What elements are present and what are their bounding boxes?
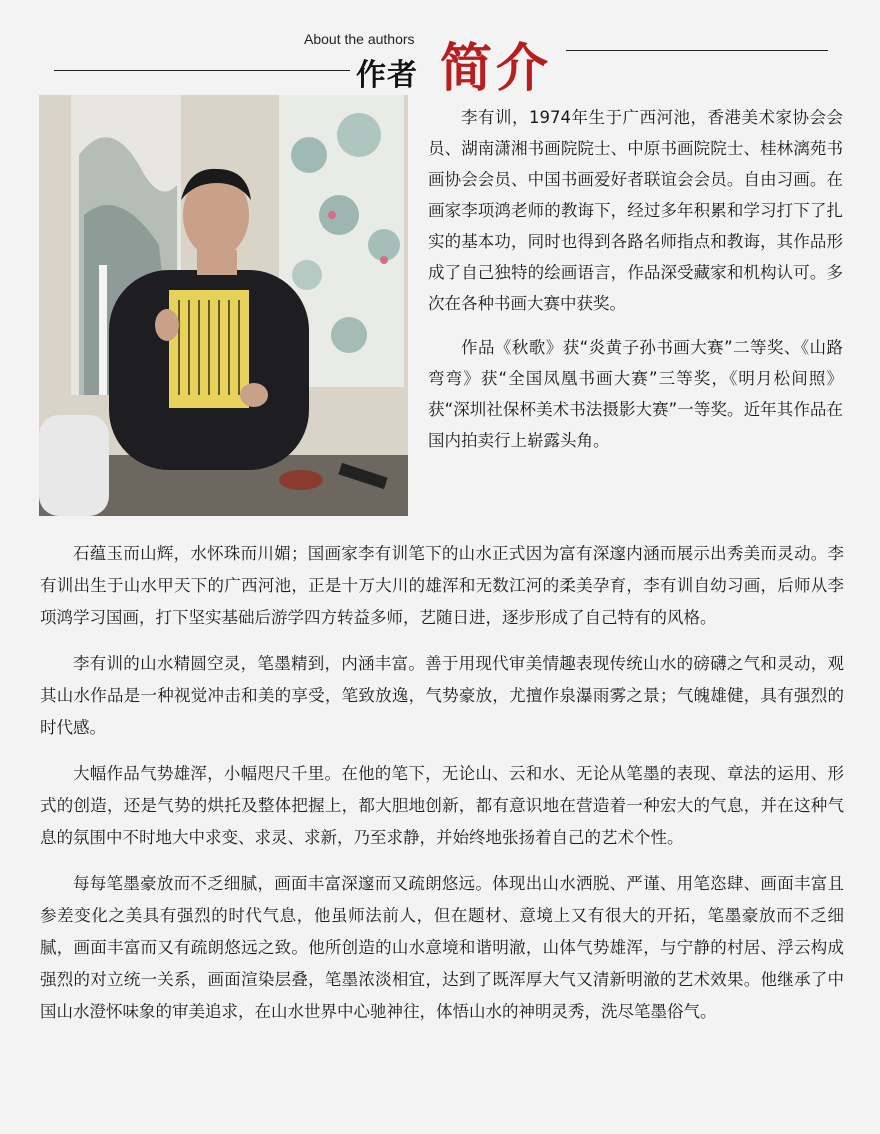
header-title-part1: 作者 <box>356 58 418 93</box>
author-photo-illustration <box>39 95 408 516</box>
body-text <box>40 538 844 1042</box>
header-rule-right <box>566 50 828 51</box>
intro-paragraph-1: 李有训，1974年生于广西河池，香港美术家协会会员、湖南潇湘书画院院士、中原书画院院士、桂林漓苑书画协会会员、中国书画爱好者联谊会会员。自由习画。在画家李项鸿老师的教诲下，经过多年积累和学习打下了扎实的基本功，同时也得到各路名师指点和教诲，其作品形成了自己独特的绘画语言，作品深受藏家和机构认可。多次在各种书画大赛中获奖。 <box>428 108 843 313</box>
header-rule-left <box>54 70 350 71</box>
header-subtitle-en: About the authors <box>304 31 415 47</box>
body-paragraph-4: 每每笔墨豪放而不乏细腻，画面丰富深邃而又疏朗悠远。体现出山水洒脱、严谨、用笔恣肆、画面丰富且参差变化之美具有强烈的时代气息，他虽师法前人，但在题材、意境上又有很大的开拓，笔墨豪放而不乏细腻，画面丰富而又有疏朗悠远之致。他所创造的山水意境和谐明澈，山体气势雄浑，与宁静的村居、浮云构成强烈的对立统一关系，画面渲染层叠，笔墨浓淡相宜，达到了既浑厚大气又清新明澈的艺术效果。他继承了中国山水澄怀味象的审美追求，在山水世界中心驰神往，体悟山水的神明灵秀，洗尽笔墨俗气。 <box>40 874 844 1021</box>
author-photo <box>39 95 408 516</box>
body-paragraph-1: 石蕴玉而山辉，水怀珠而川媚；国画家李有训笔下的山水正式因为富有深邃内涵而展示出秀美而灵动。李有训出生于山水甲天下的广西河池，正是十万大川的雄浑和无数江河的柔美孕育，李有训自幼习画，后师从李项鸿学习国画，打下坚实基础后游学四方转益多师，艺随日进，逐步形成了自己特有的风格。 <box>40 544 844 627</box>
header <box>0 0 880 99</box>
header-title-part2: 简介 <box>440 38 553 99</box>
body-paragraph-2: 李有训的山水精圆空灵，笔墨精到，内涵丰富。善于用现代审美情趣表现传统山水的磅礴之气和灵动，观其山水作品是一种视觉冲击和美的享受，笔致放逸，气势豪放，尤擅作泉瀑雨雾之景；气魄雄健，具有强烈的时代感。 <box>40 654 844 737</box>
intro-paragraph-2: 作品《秋歌》获“炎黄子孙书画大赛”二等奖、《山路弯弯》获“全国凤凰书画大赛”三等奖，《明月松间照》获“深圳社保杯美术书法摄影大赛”一等奖。近年其作品在国内拍卖行上崭露头角。 <box>428 338 843 450</box>
intro-text <box>428 102 843 469</box>
body-paragraph-3: 大幅作品气势雄浑，小幅咫尺千里。在他的笔下，无论山、云和水、无论从笔墨的表现、章法的运用、形式的创造，还是气势的烘托及整体把握上，都大胆地创新，都有意识地在营造着一种宏大的气息，并在这种气息的氛围中不时地大中求变、求灵、求新，乃至求静，并始终地张扬着自己的艺术个性。 <box>40 764 844 847</box>
